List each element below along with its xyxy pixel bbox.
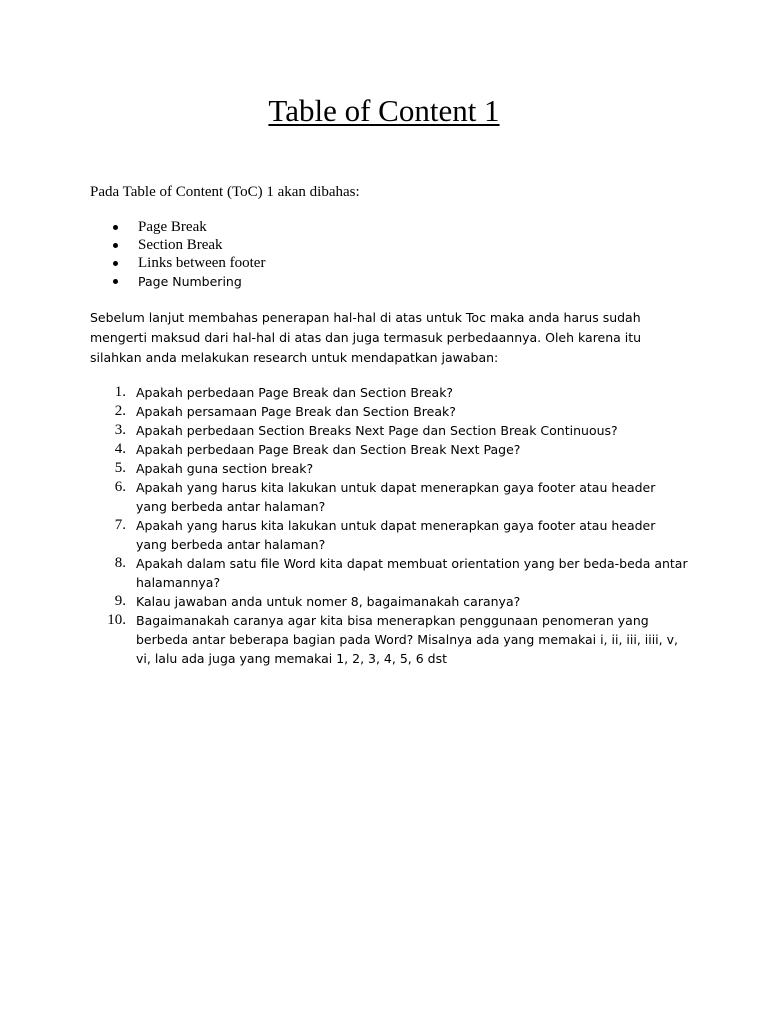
question-item	[90, 459, 690, 478]
bullet-icon	[113, 225, 118, 230]
question-number: 10.	[107, 612, 126, 628]
question-item	[90, 554, 690, 592]
list-item-label: Links between footer	[138, 255, 266, 271]
question-text: Bagaimanakah caranya agar kita bisa menerapkan penggunaan penomeran yang berbeda antar beberapa bagian pada Word? Misalnya ada yang memakai i, ii, iii, iiii, v, vi, lalu ada juga yang memakai 1, 2, 3, 4, 5, 6 dst	[136, 613, 678, 666]
question-number: 9.	[114, 593, 126, 609]
question-text: Apakah persamaan Page Break dan Section Break?	[136, 404, 456, 419]
question-number: 6.	[114, 479, 126, 495]
question-text: Kalau jawaban anda untuk nomer 8, bagaimanakah caranya?	[136, 594, 521, 609]
bullet-icon	[113, 243, 118, 248]
page-title-text: Table of Content 1	[268, 93, 500, 128]
question-number: 1.	[114, 384, 126, 400]
list-item	[90, 272, 265, 291]
list-item	[90, 218, 265, 236]
body-paragraph: Sebelum lanjut membahas penerapan hal-hal di atas untuk Toc maka anda harus sudah mengerti maksud dari hal-hal di atas dan juga termasuk perbedaannya. Oleh karena itu silahkan anda melakukan research untuk mendapatkan jawaban:	[90, 310, 642, 365]
question-text: Apakah guna section break?	[136, 461, 314, 476]
question-text: Apakah yang harus kita lakukan untuk dapat menerapkan gaya footer atau header yang berbeda antar halaman?	[136, 480, 656, 514]
question-item	[90, 383, 690, 402]
topic-list	[90, 218, 265, 291]
question-number: 3.	[114, 422, 126, 438]
list-item-label: Page Numbering	[138, 274, 242, 289]
question-number: 7.	[114, 517, 126, 533]
question-item	[90, 478, 690, 516]
question-text: Apakah perbedaan Page Break dan Section Break?	[136, 385, 454, 400]
question-item	[90, 516, 690, 554]
question-item	[90, 421, 690, 440]
list-item	[90, 254, 265, 272]
list-item-label: Page Break	[138, 219, 207, 235]
page-title	[0, 94, 768, 128]
question-item	[90, 402, 690, 421]
question-number: 2.	[114, 403, 126, 419]
bullet-icon	[113, 261, 118, 266]
question-item	[90, 592, 690, 611]
bullet-icon	[113, 279, 118, 284]
question-number: 5.	[114, 460, 126, 476]
question-text: Apakah perbedaan Section Breaks Next Page dan Section Break Continuous?	[136, 423, 618, 438]
question-item	[90, 611, 690, 668]
question-text: Apakah yang harus kita lakukan untuk dapat menerapkan gaya footer atau header yang berbeda antar halaman?	[136, 518, 656, 552]
intro-text: Pada Table of Content (ToC) 1 akan dibahas:	[90, 184, 360, 200]
question-item	[90, 440, 690, 459]
question-list	[90, 383, 690, 668]
list-item-label: Section Break	[138, 237, 223, 253]
question-number: 4.	[114, 441, 126, 457]
question-number: 8.	[114, 555, 126, 571]
question-text: Apakah dalam satu file Word kita dapat membuat orientation yang ber beda-beda antar halamannya?	[136, 556, 688, 590]
question-text: Apakah perbedaan Page Break dan Section Break Next Page?	[136, 442, 521, 457]
list-item	[90, 236, 265, 254]
